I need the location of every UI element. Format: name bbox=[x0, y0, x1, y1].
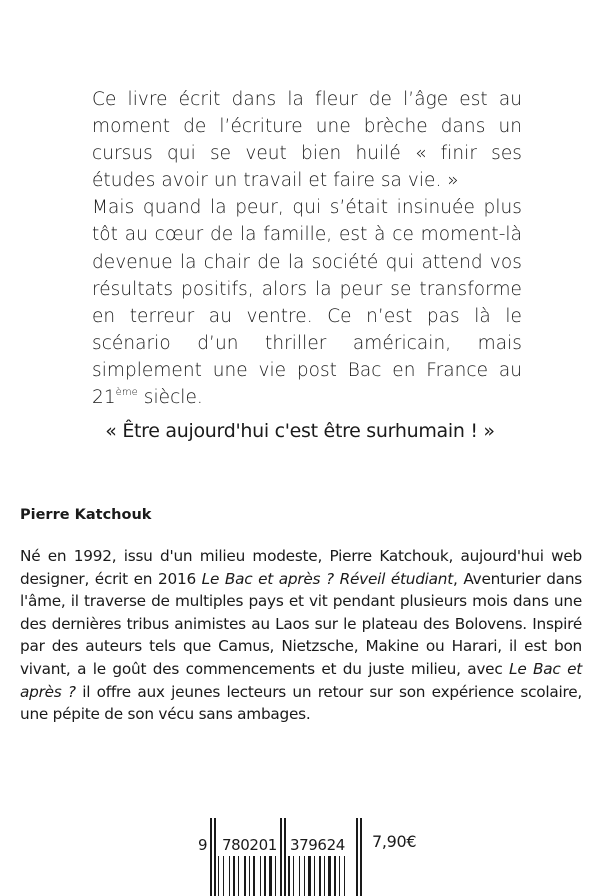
barcode-bar bbox=[319, 856, 321, 896]
barcode-graphic bbox=[196, 818, 426, 896]
barcode-bar bbox=[244, 856, 246, 896]
author-bio bbox=[20, 545, 582, 726]
barcode-bar bbox=[299, 856, 300, 896]
barcode-bar bbox=[233, 856, 235, 896]
barcode-guard-bar bbox=[284, 818, 286, 896]
barcode-bar bbox=[253, 856, 255, 896]
barcode-bar bbox=[264, 856, 266, 896]
barcode-bar bbox=[260, 856, 261, 896]
barcode-right-digits: 379624 bbox=[290, 836, 345, 854]
barcode-bar bbox=[324, 856, 325, 896]
blurb-paragraph-2 bbox=[92, 194, 522, 411]
barcode-guard-bar bbox=[360, 818, 362, 896]
barcode-bar bbox=[275, 856, 276, 896]
bio-book-title-1: Le Bac et après ? Réveil étudiant bbox=[201, 569, 453, 588]
barcode-bar bbox=[249, 856, 250, 896]
barcode-guard-bar bbox=[210, 818, 212, 896]
bio-text-2: , Aventurier dans l'âme, il traverse de multiples pays et vit pendant plusieurs mois dans une des dernières tribus animistes au Laos sur le plateau des Bolovens. Inspiré par des auteurs tels que Camus, Nietzsche, Makine ou Harari, il est bon vivant, a le goût des commencements et du juste milieu, avec bbox=[20, 569, 582, 678]
book-blurb bbox=[92, 86, 522, 411]
barcode-bar bbox=[288, 856, 290, 896]
blurb-superscript: ème bbox=[115, 387, 138, 399]
barcode-bar bbox=[269, 856, 272, 896]
barcode-bar bbox=[223, 856, 224, 896]
barcode-left-digits: 780201 bbox=[222, 836, 277, 854]
barcode-bar bbox=[304, 856, 305, 896]
isbn-barcode bbox=[196, 818, 426, 896]
barcode-first-digit: 9 bbox=[198, 836, 208, 854]
book-quote: « Être aujourd'hui c'est être surhumain ! » bbox=[105, 420, 495, 442]
barcode-guard-bar bbox=[214, 818, 216, 896]
bio-text-3: il offre aux jeunes lecteurs un retour sur son expérience scolaire, une pépite de son vécu sans ambages. bbox=[20, 682, 582, 724]
barcode-bar bbox=[229, 856, 230, 896]
blurb-paragraph-2-text: Mais quand la peur, qui s’était insinuée plus tôt au cœur de la famille, est à ce moment-là devenue la chair de la société qui attend vos résultats positifs, alors la peur se transforme en terreur au ventre. Ce n’est pas là le scénario d’un thriller américain, mais simplement une vie post Bac en France au 21 bbox=[92, 197, 522, 409]
barcode-guard-bar bbox=[280, 818, 282, 896]
barcode-bar bbox=[344, 856, 345, 896]
author-name: Pierre Katchouk bbox=[20, 507, 152, 523]
barcode-bar bbox=[339, 856, 340, 896]
barcode-bars bbox=[210, 818, 362, 896]
barcode-bar bbox=[308, 856, 311, 896]
barcode-bar bbox=[314, 856, 315, 896]
blurb-paragraph-1: Ce livre écrit dans la fleur de l’âge est au moment de l’écriture une brèche dans un cursus qui se veut bien huilé « finir ses études avoir un travail et faire sa vie. » bbox=[92, 89, 522, 192]
blurb-paragraph-2-end: siècle. bbox=[137, 387, 203, 409]
bio-text-1: Né en 1992, issu d'un milieu modeste, Pierre Katchouk, aujourd'hui web designer, écrit en 2016 bbox=[20, 547, 582, 588]
barcode-bar bbox=[328, 856, 331, 896]
barcode-bar bbox=[218, 856, 219, 896]
price-label: 7,90€ bbox=[372, 832, 417, 851]
bio-book-title-2: Le Bac et après ? bbox=[20, 659, 582, 701]
barcode-guard-bar bbox=[356, 818, 358, 896]
barcode-bar bbox=[334, 856, 336, 896]
barcode-bar bbox=[238, 856, 239, 896]
barcode-bar bbox=[293, 856, 294, 896]
